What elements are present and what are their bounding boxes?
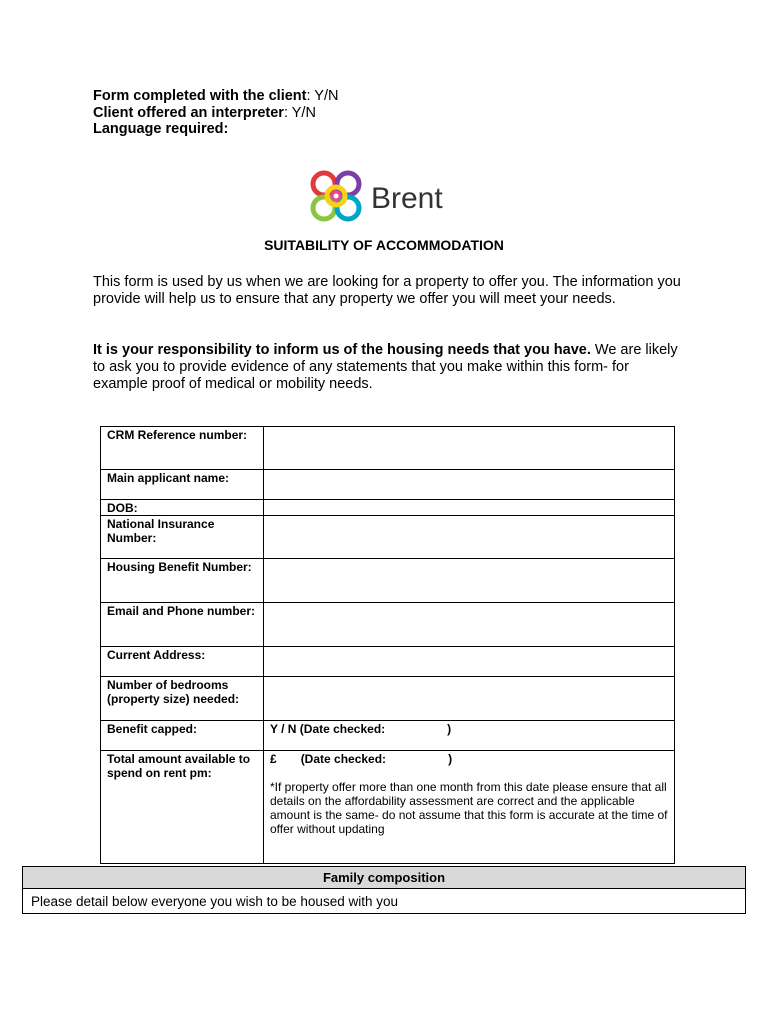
table-row	[101, 677, 675, 721]
total-date-checked: (Date checked:	[300, 752, 387, 766]
table-row	[101, 647, 675, 677]
family-composition-heading: Family composition	[23, 867, 746, 889]
current-address-field[interactable]	[264, 647, 675, 677]
current-address-label: Current Address:	[101, 647, 264, 677]
table-row	[101, 427, 675, 470]
interpreter-label: Client offered an interpreter	[93, 104, 284, 121]
benefit-capped-label: Benefit capped:	[101, 721, 264, 751]
table-row	[23, 889, 746, 914]
table-row	[101, 500, 675, 516]
crm-field[interactable]	[264, 427, 675, 470]
responsibility-rest: We are likely to ask you to provide evidence of any statements that you make within this form- for example proof of medical or mobility needs.	[93, 342, 678, 392]
brent-logo	[309, 168, 469, 228]
main-applicant-label: Main applicant name:	[101, 470, 264, 500]
table-row	[23, 867, 746, 889]
total-amount-field[interactable]	[264, 751, 675, 864]
language-label: Language required:	[93, 121, 229, 137]
affordability-note: *If property offer more than one month from this date please ensure that all details on the affordability assessment are correct and the applicable amount is the same- do not assume that this form is accurate at the time of offer without updating	[270, 780, 668, 836]
language-field	[93, 121, 338, 138]
dob-label: DOB:	[101, 500, 264, 516]
intro-paragraph: This form is used by us when we are looking for a property to offer you. The information you provide will help us to ensure that any property we offer you will meet your needs.	[93, 274, 681, 307]
responsibility-paragraph	[93, 342, 683, 393]
table-row	[101, 721, 675, 751]
applicant-details-table	[100, 426, 675, 864]
family-composition-instruction: Please detail below everyone you wish to be housed with you	[23, 889, 746, 914]
email-phone-field[interactable]	[264, 603, 675, 647]
benefit-capped-field[interactable]	[264, 721, 675, 751]
brent-logo-icon	[313, 173, 359, 219]
bedrooms-field[interactable]	[264, 677, 675, 721]
currency-symbol: £	[270, 752, 277, 766]
total-date-close: )	[448, 752, 453, 766]
table-row	[101, 559, 675, 603]
form-completed-value: : Y/N	[306, 88, 339, 104]
family-composition-table	[22, 866, 746, 914]
crm-label: CRM Reference number:	[101, 427, 264, 470]
form-completed-field	[93, 88, 338, 105]
email-phone-label: Email and Phone number:	[101, 603, 264, 647]
bedrooms-label: Number of bedrooms (property size) needed:	[101, 677, 264, 721]
interpreter-value: : Y/N	[283, 104, 316, 121]
ni-label: National Insurance Number:	[101, 516, 264, 559]
brent-logo-text: Brent	[371, 182, 443, 215]
benefit-capped-value: Y / N (Date checked:	[270, 722, 386, 736]
housing-benefit-field[interactable]	[264, 559, 675, 603]
total-amount-label: Total amount available to spend on rent pm:	[101, 751, 264, 864]
client-info-fields	[93, 88, 338, 138]
responsibility-bold: It is your responsibility to inform us of the housing needs that you have.	[93, 342, 591, 358]
interpreter-field	[93, 105, 338, 122]
ni-field[interactable]	[264, 516, 675, 559]
form-completed-label: Form completed with the client	[93, 88, 307, 104]
main-applicant-field[interactable]	[264, 470, 675, 500]
table-row	[101, 470, 675, 500]
benefit-capped-close: )	[447, 722, 452, 736]
table-row	[101, 603, 675, 647]
page-title: SUITABILITY OF ACCOMMODATION	[264, 237, 504, 253]
table-row	[101, 516, 675, 559]
dob-field[interactable]	[264, 500, 675, 516]
housing-benefit-label: Housing Benefit Number:	[101, 559, 264, 603]
table-row	[101, 751, 675, 864]
